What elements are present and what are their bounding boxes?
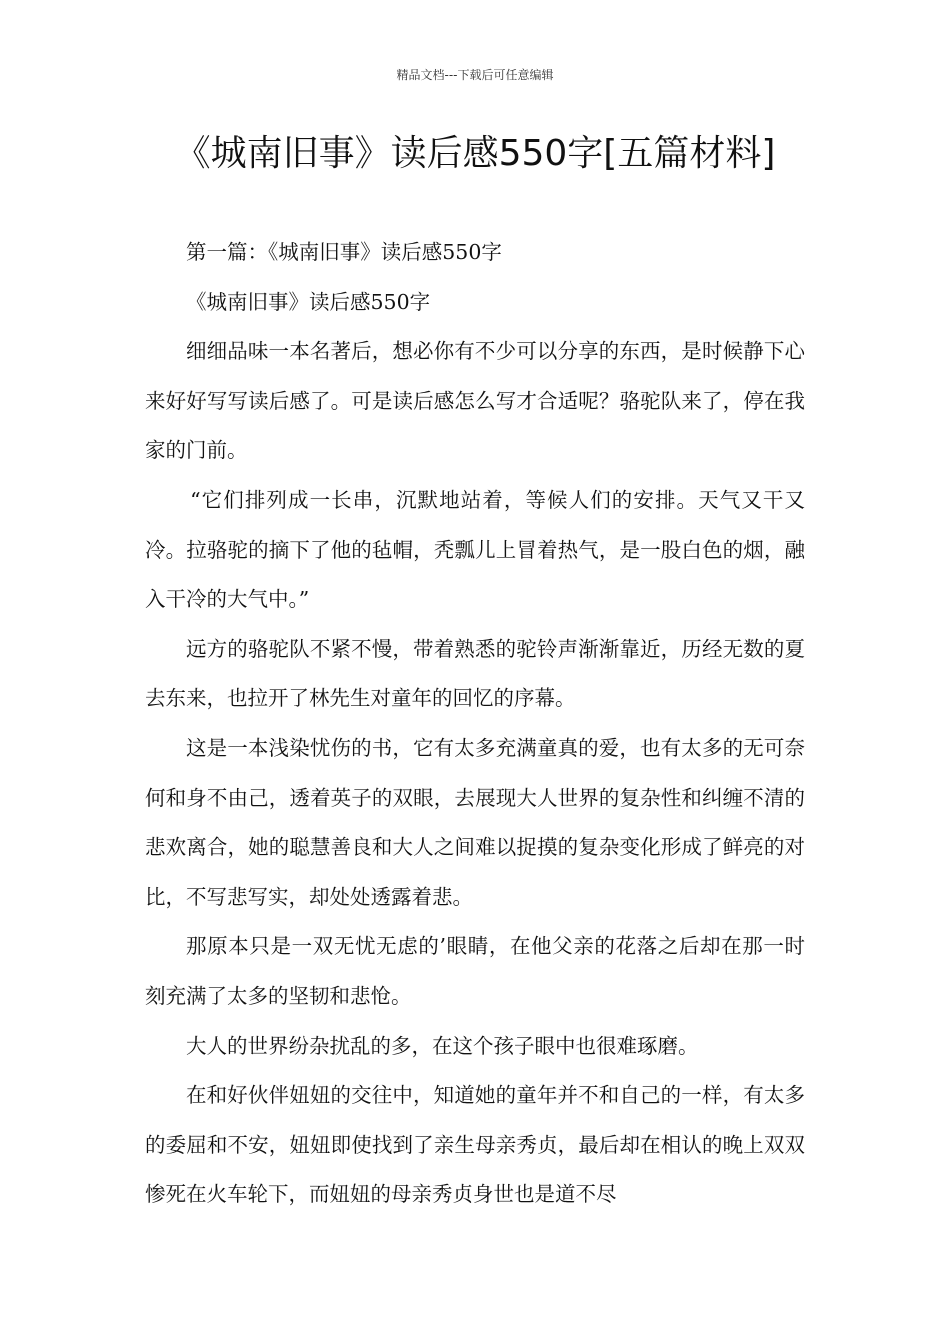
- document-title: 《城南旧事》读后感550字[五篇材料]: [174, 133, 776, 174]
- paragraph: 远方的骆驼队不紧不慢，带着熟悉的驼铃声渐渐靠近，历经无数的夏去东来，也拉开了林先生对童年的回忆的序幕。: [145, 636, 805, 711]
- paragraph: 那原本只是一双无忧无虑的’眼睛，在他父亲的花落之后却在那一时刻充满了太多的坚韧和悲怆。: [145, 934, 805, 1008]
- document-body: [145, 228, 805, 1220]
- paragraph: 在和好伙伴妞妞的交往中，知道她的童年并不和自己的一样，有太多的委屈和不安，妞妞即使找到了亲生母亲秀贞，最后却在相认的晚上双双惨死在火车轮下，而妞妞的母亲秀贞身世也是道不尽: [145, 1083, 805, 1207]
- header-note: 精品文档---下载后可任意编辑: [396, 68, 554, 82]
- quote-paragraph: “它们排列成一长串，沉默地站着，等候人们的安排。天气又干又冷。拉骆驼的摘下了他的毡帽，秃瓢儿上冒着热气，是一股白色的烟，融入干冷的大气中。”: [145, 487, 805, 612]
- section-heading: 第一篇：《城南旧事》读后感550字: [186, 240, 502, 264]
- paragraph: 细细品味一本名著后，想必你有不少可以分享的东西，是时候静下心来好好写写读后感了。可是读后感怎么写才合适呢？骆驼队来了，停在我家的门前。: [145, 339, 805, 463]
- paragraph: 这是一本浅染忧伤的书，它有太多充满童真的爱，也有太多的无可奈何和身不由己，透着英子的双眼，去展现大人世界的复杂性和纠缠不清的悲欢离合，她的聪慧善良和大人之间难以捉摸的复杂变化形成了鲜亮的对比，不写悲写实，却处处透露着悲。: [145, 735, 805, 909]
- article-title: 《城南旧事》读后感550字: [186, 289, 431, 314]
- paragraph: 大人的世界纷杂扰乱的多，在这个孩子眼中也很难琢磨。: [186, 1033, 699, 1058]
